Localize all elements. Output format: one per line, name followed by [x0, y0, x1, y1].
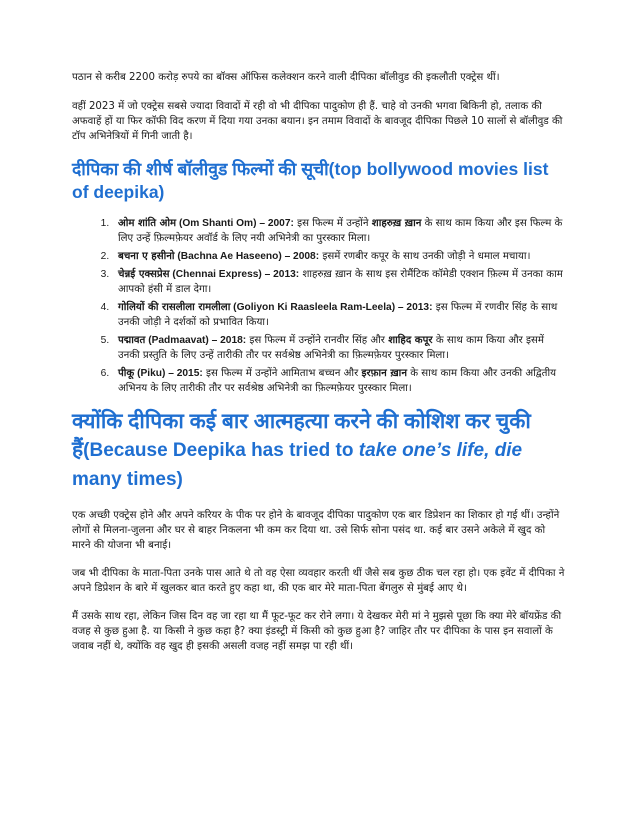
movie-desc: शाहरुख़ ख़ान के साथ इस रोमैंटिक कॉमेडी एक्शन फ़िल्म में उनका काम आपको हंसी में डाल देगा। [118, 269, 563, 295]
movie-desc: इसमें रणबीर कपूर के साथ उनकी जोड़ी ने धमाल मचाया। [319, 251, 531, 262]
movie-english-title: (Om Shanti Om) – 2007: [176, 218, 294, 229]
movie-title: चेन्नई एक्सप्रेस [118, 269, 170, 280]
movie-desc-rest: के साथ काम किया और इसमें उनकी प्रस्तुति के लिए उन्हें तारीकी तौर पर सर्वश्रेष्ठ अभिनेत्री का फ़िल्मफ़ेयर पुरस्कार मिला। [118, 335, 545, 361]
movie-english-title: (Bachna Ae Haseeno) – 2008: [174, 251, 320, 262]
movie-costar: इरफ़ान ख़ान [361, 368, 407, 379]
list-item [112, 300, 566, 330]
movies-heading-hindi: दीपिका की शीर्ष बॉलीवुड फिल्मों की सूची [72, 159, 329, 179]
movie-desc-rest: के साथ काम किया और उनकी अद्वितीय अभिनय के लिए तारीकी तौर पर सर्वश्रेष्ठ अभिनेत्री का फ़िल्मफ़ेयर पुरस्कार मिला। [118, 368, 556, 394]
depression-heading-italic: take one’s life, die [358, 440, 523, 461]
depression-heading [72, 408, 566, 494]
movie-english-title: (Goliyon Ki Raasleela Ram-Leela) – 2013: [230, 302, 433, 313]
movie-costar: शाहिद कपूर [388, 335, 433, 346]
controversy-paragraph: वहीं 2023 में जो एक्ट्रेस सबसे ज्यादा विवादों में रही वो भी दीपिका पादुकोण ही हैं. चाहे वो उनकी भगवा बिकिनी हो, तलाक की अफवाहें हों या फिर कॉफी विद करण में दिया गया उनका बयान। इन तमाम विवादों के बावजूद दीपिका पिछले 10 सालों से बॉलीवुड की टॉप अभिनेत्रियों में गिनी जाती है। [72, 101, 563, 142]
depression-paragraph: एक अच्छी एक्ट्रेस होने और अपने करियर के पीक पर होने के बावजूद दीपिका पादुकोण एक बार डिप्रेशन का शिकार हो गई थीं। उन्होंने लोगों से मिलना-जुलना और घर से बाहर निकलना भी कम कर दिया था. उसे सिर्फ सोना पसंद था. कई बार उसने अकेले में खुद को मारने की योजना भी बनाई। [72, 510, 560, 551]
list-item [112, 249, 566, 264]
list-item [112, 333, 566, 363]
movie-desc: इस फिल्म में रणवीर सिंह के साथ उनकी जोड़ी ने दर्शकों को प्रभावित किया। [118, 302, 558, 328]
movies-list [72, 216, 566, 396]
depression-heading-hindi: क्योंकि दीपिका कई बार आत्महत्या करने की कोशिश कर चुकी हैं [72, 410, 531, 461]
depression-heading-english: (Because Deepika has tried to [83, 440, 359, 461]
quote-paragraph: मैं उसके साथ रहा, लेकिन जिस दिन वह जा रहा था मैं फूट-फूट कर रोने लगा। ये देखकर मेरी मां ने मुझसे पूछा कि क्या मेरे बॉयफ्रेंड की वजह से कुछ हुआ है. या किसी ने कुछ कहा है? क्या इंडस्ट्री में किसी को कुछ हुआ है? जाहिर तौर पर दीपिका के पास इन सवालों के जवाब नहीं थे, क्योंकि वह खुद ही इसकी असली वजह नहीं समझ पा रही थीं। [72, 611, 562, 652]
list-item [112, 267, 566, 297]
movie-title: पीकू [118, 368, 135, 379]
movie-desc-rest: के साथ काम किया और इस फिल्म के लिए उन्हें फ़िल्मफ़ेयर अवॉर्ड के लिए नयी अभिनेत्री का पुरस्कार मिला। [118, 218, 563, 244]
list-item [112, 366, 566, 396]
intro-paragraph: पठान से करीब 2200 करोड़ रुपये का बॉक्स ऑफिस कलेक्शन करने वाली दीपिका बॉलीवुड की इकलौती एक्ट्रेस थीं। [72, 72, 500, 83]
movie-title: ओम शांति ओम [118, 218, 177, 229]
movies-heading [72, 158, 566, 204]
movie-desc: इस फिल्म में उन्होंने आमिताभ बच्चन और [202, 368, 362, 379]
movie-title: गोलियों की रासलीला रामलीला [118, 302, 231, 313]
movie-title: बचना ए हसीनो [118, 251, 175, 262]
movie-costar: शाहरुख़ ख़ान [371, 218, 422, 229]
list-item [112, 216, 566, 246]
movie-desc: इस फिल्म में उन्होंने रानवीर सिंह और [246, 335, 389, 346]
movie-english-title: (Piku) – 2015: [134, 368, 203, 379]
movie-english-title: (Chennai Express) – 2013: [169, 269, 300, 280]
movie-english-title: (Padmaavat) – 2018: [145, 335, 247, 346]
movie-title: पद्मावत [118, 335, 146, 346]
depression-heading-english-end: many times) [72, 469, 183, 490]
parents-paragraph: जब भी दीपिका के माता-पिता उनके पास आते थे तो वह ऐसा व्यवहार करती थीं जैसे सब कुछ ठीक चल रहा हो। एक इवेंट में दीपिका ने अपने डिप्रेशन के बारे में खुलकर बात करते हुए कहा था, की एक बार मेरे माता-पिता बेंगलुरु से मुंबई आए थे। [72, 568, 565, 594]
movie-desc: इस फिल्म में उन्होंने [293, 218, 372, 229]
movies-heading-english: (top bollywood movies list of deepika) [72, 159, 549, 202]
